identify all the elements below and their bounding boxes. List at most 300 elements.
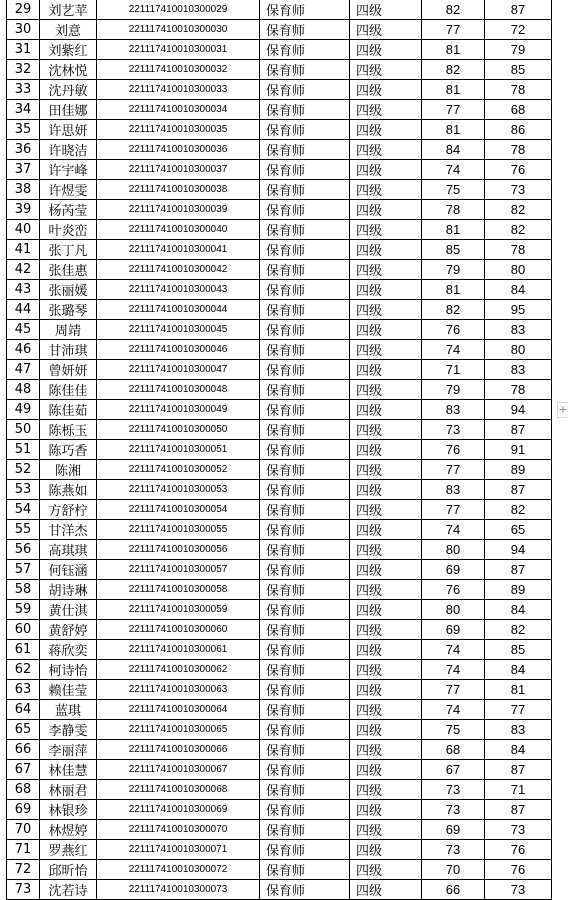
cell-certificate-id[interactable]: 221117410010300046 [97, 340, 260, 360]
cell-occupation[interactable]: 保育师 [260, 520, 350, 540]
cell-number[interactable]: 58 [7, 580, 40, 600]
cell-certificate-id[interactable]: 221117410010300039 [97, 200, 260, 220]
cell-level[interactable]: 四级 [350, 40, 422, 60]
cell-number[interactable]: 53 [7, 480, 40, 500]
cell-level[interactable]: 四级 [350, 220, 422, 240]
cell-level[interactable]: 四级 [350, 620, 422, 640]
cell-certificate-id[interactable]: 221117410010300031 [97, 40, 260, 60]
cell-number[interactable]: 60 [7, 620, 40, 640]
cell-certificate-id[interactable]: 221117410010300056 [97, 540, 260, 560]
cell-name[interactable]: 蒋欣奕 [40, 640, 97, 660]
cell-name[interactable]: 胡诗琳 [40, 580, 97, 600]
cell-score-theory[interactable]: 70 [422, 860, 485, 880]
cell-score-theory[interactable]: 82 [422, 300, 485, 320]
cell-name[interactable]: 陈佳佳 [40, 380, 97, 400]
cell-level[interactable]: 四级 [350, 780, 422, 800]
cell-name[interactable]: 李静雯 [40, 720, 97, 740]
cell-name[interactable]: 张丁凡 [40, 240, 97, 260]
cell-name[interactable]: 高琪琪 [40, 540, 97, 560]
cell-number[interactable]: 66 [7, 740, 40, 760]
cell-number[interactable]: 34 [7, 100, 40, 120]
cell-occupation[interactable]: 保育师 [260, 380, 350, 400]
cell-score-practical[interactable]: 78 [485, 140, 552, 160]
cell-certificate-id[interactable]: 221117410010300049 [97, 400, 260, 420]
cell-number[interactable]: 44 [7, 300, 40, 320]
cell-certificate-id[interactable]: 221117410010300062 [97, 660, 260, 680]
cell-score-practical[interactable]: 73 [485, 820, 552, 840]
cell-score-theory[interactable]: 77 [422, 500, 485, 520]
cell-name[interactable]: 陈湘 [40, 460, 97, 480]
cell-name[interactable]: 陈燕如 [40, 480, 97, 500]
cell-score-theory[interactable]: 69 [422, 620, 485, 640]
cell-score-practical[interactable]: 91 [485, 440, 552, 460]
cell-name[interactable]: 周靖 [40, 320, 97, 340]
cell-level[interactable]: 四级 [350, 720, 422, 740]
cell-score-practical[interactable]: 84 [485, 660, 552, 680]
cell-occupation[interactable]: 保育师 [260, 240, 350, 260]
cell-name[interactable]: 李丽萍 [40, 740, 97, 760]
cell-score-practical[interactable]: 82 [485, 220, 552, 240]
cell-occupation[interactable]: 保育师 [260, 200, 350, 220]
cell-score-practical[interactable]: 87 [485, 800, 552, 820]
cell-certificate-id[interactable]: 221117410010300045 [97, 320, 260, 340]
cell-score-theory[interactable]: 82 [422, 0, 485, 20]
cell-level[interactable]: 四级 [350, 640, 422, 660]
cell-occupation[interactable]: 保育师 [260, 740, 350, 760]
cell-occupation[interactable]: 保育师 [260, 160, 350, 180]
cell-score-theory[interactable]: 81 [422, 120, 485, 140]
cell-number[interactable]: 30 [7, 20, 40, 40]
cell-number[interactable]: 71 [7, 840, 40, 860]
cell-name[interactable]: 许思妍 [40, 120, 97, 140]
cell-certificate-id[interactable]: 221117410010300033 [97, 80, 260, 100]
cell-occupation[interactable]: 保育师 [260, 560, 350, 580]
cell-occupation[interactable]: 保育师 [260, 420, 350, 440]
cell-number[interactable]: 48 [7, 380, 40, 400]
cell-score-practical[interactable]: 89 [485, 460, 552, 480]
cell-score-theory[interactable]: 66 [422, 880, 485, 900]
cell-number[interactable]: 46 [7, 340, 40, 360]
cell-level[interactable]: 四级 [350, 760, 422, 780]
cell-score-practical[interactable]: 65 [485, 520, 552, 540]
cell-level[interactable]: 四级 [350, 180, 422, 200]
cell-score-theory[interactable]: 76 [422, 320, 485, 340]
cell-name[interactable]: 何钰涵 [40, 560, 97, 580]
cell-number[interactable]: 38 [7, 180, 40, 200]
cell-level[interactable]: 四级 [350, 160, 422, 180]
cell-name[interactable]: 邱昕怡 [40, 860, 97, 880]
cell-occupation[interactable]: 保育师 [260, 320, 350, 340]
cell-certificate-id[interactable]: 221117410010300072 [97, 860, 260, 880]
cell-score-theory[interactable]: 73 [422, 840, 485, 860]
cell-occupation[interactable]: 保育师 [260, 60, 350, 80]
cell-level[interactable]: 四级 [350, 340, 422, 360]
cell-name[interactable]: 许煜雯 [40, 180, 97, 200]
cell-name[interactable]: 田佳娜 [40, 100, 97, 120]
cell-certificate-id[interactable]: 221117410010300065 [97, 720, 260, 740]
cell-occupation[interactable]: 保育师 [260, 540, 350, 560]
cell-certificate-id[interactable]: 221117410010300052 [97, 460, 260, 480]
cell-number[interactable]: 57 [7, 560, 40, 580]
cell-score-theory[interactable]: 73 [422, 420, 485, 440]
cell-number[interactable]: 65 [7, 720, 40, 740]
cell-level[interactable]: 四级 [350, 200, 422, 220]
cell-score-practical[interactable]: 80 [485, 340, 552, 360]
cell-score-practical[interactable]: 80 [485, 260, 552, 280]
cell-score-practical[interactable]: 77 [485, 700, 552, 720]
cell-level[interactable]: 四级 [350, 740, 422, 760]
cell-score-theory[interactable]: 77 [422, 460, 485, 480]
cell-certificate-id[interactable]: 221117410010300036 [97, 140, 260, 160]
cell-number[interactable]: 47 [7, 360, 40, 380]
cell-certificate-id[interactable]: 221117410010300071 [97, 840, 260, 860]
cell-certificate-id[interactable]: 221117410010300034 [97, 100, 260, 120]
cell-number[interactable]: 63 [7, 680, 40, 700]
cell-certificate-id[interactable]: 221117410010300057 [97, 560, 260, 580]
cell-certificate-id[interactable]: 221117410010300050 [97, 420, 260, 440]
cell-score-practical[interactable]: 81 [485, 680, 552, 700]
cell-occupation[interactable]: 保育师 [260, 460, 350, 480]
cell-occupation[interactable]: 保育师 [260, 0, 350, 20]
cell-score-practical[interactable]: 76 [485, 860, 552, 880]
cell-number[interactable]: 42 [7, 260, 40, 280]
cell-level[interactable]: 四级 [350, 20, 422, 40]
cell-level[interactable]: 四级 [350, 660, 422, 680]
cell-score-practical[interactable]: 87 [485, 480, 552, 500]
cell-number[interactable]: 33 [7, 80, 40, 100]
cell-occupation[interactable]: 保育师 [260, 260, 350, 280]
cell-name[interactable]: 林丽君 [40, 780, 97, 800]
cell-name[interactable]: 黄仕淇 [40, 600, 97, 620]
cell-level[interactable]: 四级 [350, 240, 422, 260]
cell-level[interactable]: 四级 [350, 400, 422, 420]
cell-name[interactable]: 甘沛琪 [40, 340, 97, 360]
cell-number[interactable]: 32 [7, 60, 40, 80]
cell-name[interactable]: 刘紫红 [40, 40, 97, 60]
cell-name[interactable]: 杨芮莹 [40, 200, 97, 220]
cell-name[interactable]: 张丽媛 [40, 280, 97, 300]
cell-occupation[interactable]: 保育师 [260, 580, 350, 600]
cell-score-theory[interactable]: 69 [422, 560, 485, 580]
cell-number[interactable]: 68 [7, 780, 40, 800]
cell-score-theory[interactable]: 74 [422, 520, 485, 540]
cell-name[interactable]: 许宇峰 [40, 160, 97, 180]
cell-level[interactable]: 四级 [350, 380, 422, 400]
cell-name[interactable]: 陈栎玉 [40, 420, 97, 440]
cell-certificate-id[interactable]: 221117410010300038 [97, 180, 260, 200]
cell-level[interactable]: 四级 [350, 60, 422, 80]
cell-number[interactable]: 67 [7, 760, 40, 780]
cell-level[interactable]: 四级 [350, 540, 422, 560]
cell-score-practical[interactable]: 68 [485, 100, 552, 120]
cell-name[interactable]: 沈丹敏 [40, 80, 97, 100]
cell-name[interactable]: 许晓洁 [40, 140, 97, 160]
cell-occupation[interactable]: 保育师 [260, 800, 350, 820]
cell-certificate-id[interactable]: 221117410010300047 [97, 360, 260, 380]
cell-score-theory[interactable]: 75 [422, 180, 485, 200]
cell-certificate-id[interactable]: 221117410010300048 [97, 380, 260, 400]
cell-score-theory[interactable]: 71 [422, 360, 485, 380]
cell-score-practical[interactable]: 73 [485, 180, 552, 200]
cell-occupation[interactable]: 保育师 [260, 840, 350, 860]
cell-occupation[interactable]: 保育师 [260, 620, 350, 640]
cell-score-theory[interactable]: 81 [422, 280, 485, 300]
cell-score-practical[interactable]: 94 [485, 540, 552, 560]
cell-score-theory[interactable]: 83 [422, 480, 485, 500]
cell-name[interactable]: 沈若诗 [40, 880, 97, 900]
cell-score-practical[interactable]: 87 [485, 420, 552, 440]
cell-level[interactable]: 四级 [350, 320, 422, 340]
cell-number[interactable]: 43 [7, 280, 40, 300]
cell-level[interactable]: 四级 [350, 280, 422, 300]
cell-occupation[interactable]: 保育师 [260, 820, 350, 840]
cell-level[interactable]: 四级 [350, 140, 422, 160]
cell-score-practical[interactable]: 73 [485, 880, 552, 900]
cell-number[interactable]: 69 [7, 800, 40, 820]
cell-score-theory[interactable]: 77 [422, 100, 485, 120]
cell-number[interactable]: 54 [7, 500, 40, 520]
cell-name[interactable]: 林佳慧 [40, 760, 97, 780]
cell-certificate-id[interactable]: 221117410010300032 [97, 60, 260, 80]
cell-certificate-id[interactable]: 221117410010300043 [97, 280, 260, 300]
cell-score-practical[interactable]: 84 [485, 740, 552, 760]
cell-occupation[interactable]: 保育师 [260, 80, 350, 100]
cell-score-theory[interactable]: 82 [422, 60, 485, 80]
cell-certificate-id[interactable]: 221117410010300051 [97, 440, 260, 460]
cell-score-practical[interactable]: 82 [485, 620, 552, 640]
cell-score-practical[interactable]: 95 [485, 300, 552, 320]
cell-level[interactable]: 四级 [350, 820, 422, 840]
cell-level[interactable]: 四级 [350, 860, 422, 880]
cell-score-theory[interactable]: 76 [422, 440, 485, 460]
cell-number[interactable]: 36 [7, 140, 40, 160]
cell-occupation[interactable]: 保育师 [260, 780, 350, 800]
cell-certificate-id[interactable]: 221117410010300041 [97, 240, 260, 260]
cell-occupation[interactable]: 保育师 [260, 600, 350, 620]
cell-score-theory[interactable]: 79 [422, 260, 485, 280]
cell-certificate-id[interactable]: 221117410010300069 [97, 800, 260, 820]
cell-name[interactable]: 刘艺苹 [40, 0, 97, 20]
cell-score-practical[interactable]: 94 [485, 400, 552, 420]
cell-occupation[interactable]: 保育师 [260, 100, 350, 120]
cell-name[interactable]: 张璐琴 [40, 300, 97, 320]
cell-number[interactable]: 40 [7, 220, 40, 240]
cell-level[interactable]: 四级 [350, 600, 422, 620]
cell-score-practical[interactable]: 83 [485, 360, 552, 380]
cell-name[interactable]: 陈巧香 [40, 440, 97, 460]
cell-score-practical[interactable]: 82 [485, 500, 552, 520]
cell-number[interactable]: 62 [7, 660, 40, 680]
cell-level[interactable]: 四级 [350, 260, 422, 280]
cell-level[interactable]: 四级 [350, 480, 422, 500]
cell-level[interactable]: 四级 [350, 100, 422, 120]
cell-number[interactable]: 45 [7, 320, 40, 340]
cell-certificate-id[interactable]: 221117410010300044 [97, 300, 260, 320]
cell-level[interactable]: 四级 [350, 520, 422, 540]
cell-level[interactable]: 四级 [350, 500, 422, 520]
cell-occupation[interactable]: 保育师 [260, 180, 350, 200]
cell-score-practical[interactable]: 76 [485, 160, 552, 180]
cell-number[interactable]: 55 [7, 520, 40, 540]
cell-score-practical[interactable]: 87 [485, 560, 552, 580]
cell-score-practical[interactable]: 83 [485, 320, 552, 340]
cell-name[interactable]: 叶炎峦 [40, 220, 97, 240]
cell-occupation[interactable]: 保育师 [260, 880, 350, 900]
cell-occupation[interactable]: 保育师 [260, 120, 350, 140]
cell-occupation[interactable]: 保育师 [260, 480, 350, 500]
cell-score-practical[interactable]: 78 [485, 380, 552, 400]
cell-name[interactable]: 刘意 [40, 20, 97, 40]
cell-certificate-id[interactable]: 221117410010300058 [97, 580, 260, 600]
cell-occupation[interactable]: 保育师 [260, 340, 350, 360]
cell-score-theory[interactable]: 74 [422, 640, 485, 660]
cell-score-theory[interactable]: 84 [422, 140, 485, 160]
cell-score-theory[interactable]: 74 [422, 160, 485, 180]
cell-score-practical[interactable]: 87 [485, 760, 552, 780]
cell-name[interactable]: 沈林悦 [40, 60, 97, 80]
cell-certificate-id[interactable]: 221117410010300042 [97, 260, 260, 280]
cell-occupation[interactable]: 保育师 [260, 140, 350, 160]
cell-level[interactable]: 四级 [350, 420, 422, 440]
cell-level[interactable]: 四级 [350, 80, 422, 100]
cell-number[interactable]: 61 [7, 640, 40, 660]
cell-number[interactable]: 52 [7, 460, 40, 480]
cell-certificate-id[interactable]: 221117410010300073 [97, 880, 260, 900]
cell-certificate-id[interactable]: 221117410010300063 [97, 680, 260, 700]
cell-score-practical[interactable]: 84 [485, 280, 552, 300]
cell-score-theory[interactable]: 69 [422, 820, 485, 840]
cell-name[interactable]: 柯诗怡 [40, 660, 97, 680]
cell-score-theory[interactable]: 77 [422, 680, 485, 700]
cell-name[interactable]: 黄舒婷 [40, 620, 97, 640]
cell-level[interactable]: 四级 [350, 700, 422, 720]
cell-score-practical[interactable]: 78 [485, 80, 552, 100]
cell-score-theory[interactable]: 68 [422, 740, 485, 760]
cell-score-practical[interactable]: 83 [485, 720, 552, 740]
cell-number[interactable]: 37 [7, 160, 40, 180]
cell-name[interactable]: 张佳惠 [40, 260, 97, 280]
cell-number[interactable]: 64 [7, 700, 40, 720]
cell-score-practical[interactable]: 86 [485, 120, 552, 140]
cell-score-theory[interactable]: 75 [422, 720, 485, 740]
cell-score-theory[interactable]: 80 [422, 540, 485, 560]
cell-certificate-id[interactable]: 221117410010300053 [97, 480, 260, 500]
cell-number[interactable]: 39 [7, 200, 40, 220]
cell-level[interactable]: 四级 [350, 680, 422, 700]
cell-number[interactable]: 41 [7, 240, 40, 260]
cell-certificate-id[interactable]: 221117410010300059 [97, 600, 260, 620]
cell-occupation[interactable]: 保育师 [260, 40, 350, 60]
cell-certificate-id[interactable]: 221117410010300061 [97, 640, 260, 660]
cell-name[interactable]: 赖佳莹 [40, 680, 97, 700]
cell-score-theory[interactable]: 73 [422, 800, 485, 820]
cell-certificate-id[interactable]: 221117410010300064 [97, 700, 260, 720]
cell-occupation[interactable]: 保育师 [260, 360, 350, 380]
cell-level[interactable]: 四级 [350, 440, 422, 460]
cell-number[interactable]: 29 [7, 0, 40, 20]
cell-score-practical[interactable]: 85 [485, 60, 552, 80]
cell-score-theory[interactable]: 78 [422, 200, 485, 220]
cell-certificate-id[interactable]: 221117410010300060 [97, 620, 260, 640]
cell-score-practical[interactable]: 82 [485, 200, 552, 220]
cell-certificate-id[interactable]: 221117410010300054 [97, 500, 260, 520]
cell-certificate-id[interactable]: 221117410010300066 [97, 740, 260, 760]
cell-number[interactable]: 72 [7, 860, 40, 880]
cell-certificate-id[interactable]: 221117410010300035 [97, 120, 260, 140]
cell-score-practical[interactable]: 76 [485, 840, 552, 860]
cell-occupation[interactable]: 保育师 [260, 660, 350, 680]
cell-occupation[interactable]: 保育师 [260, 680, 350, 700]
cell-certificate-id[interactable]: 221117410010300037 [97, 160, 260, 180]
cell-score-theory[interactable]: 74 [422, 660, 485, 680]
cell-number[interactable]: 50 [7, 420, 40, 440]
cell-name[interactable]: 陈佳茹 [40, 400, 97, 420]
cell-occupation[interactable]: 保育师 [260, 640, 350, 660]
cell-occupation[interactable]: 保育师 [260, 760, 350, 780]
cell-level[interactable]: 四级 [350, 360, 422, 380]
cell-certificate-id[interactable]: 221117410010300055 [97, 520, 260, 540]
cell-occupation[interactable]: 保育师 [260, 400, 350, 420]
cell-number[interactable]: 51 [7, 440, 40, 460]
cell-level[interactable]: 四级 [350, 0, 422, 20]
cell-number[interactable]: 73 [7, 880, 40, 900]
cell-score-theory[interactable]: 73 [422, 780, 485, 800]
cell-score-theory[interactable]: 77 [422, 20, 485, 40]
cell-score-theory[interactable]: 79 [422, 380, 485, 400]
cell-certificate-id[interactable]: 221117410010300068 [97, 780, 260, 800]
cell-occupation[interactable]: 保育师 [260, 440, 350, 460]
cell-name[interactable]: 曾妍妍 [40, 360, 97, 380]
cell-score-practical[interactable]: 84 [485, 600, 552, 620]
cell-score-practical[interactable]: 72 [485, 20, 552, 40]
cell-level[interactable]: 四级 [350, 840, 422, 860]
cell-level[interactable]: 四级 [350, 560, 422, 580]
cell-score-theory[interactable]: 81 [422, 220, 485, 240]
cell-level[interactable]: 四级 [350, 880, 422, 900]
cell-name[interactable]: 方舒柠 [40, 500, 97, 520]
cell-level[interactable]: 四级 [350, 460, 422, 480]
cell-score-theory[interactable]: 85 [422, 240, 485, 260]
cell-certificate-id[interactable]: 221117410010300067 [97, 760, 260, 780]
cell-score-theory[interactable]: 80 [422, 600, 485, 620]
cell-name[interactable]: 甘洋杰 [40, 520, 97, 540]
cell-certificate-id[interactable]: 221117410010300030 [97, 20, 260, 40]
cell-score-theory[interactable]: 67 [422, 760, 485, 780]
cell-number[interactable]: 49 [7, 400, 40, 420]
cell-score-theory[interactable]: 76 [422, 580, 485, 600]
cell-occupation[interactable]: 保育师 [260, 720, 350, 740]
cell-certificate-id[interactable]: 221117410010300070 [97, 820, 260, 840]
cell-occupation[interactable]: 保育师 [260, 700, 350, 720]
cell-score-practical[interactable]: 85 [485, 640, 552, 660]
cell-level[interactable]: 四级 [350, 300, 422, 320]
cell-certificate-id[interactable]: 221117410010300029 [97, 0, 260, 20]
cell-occupation[interactable]: 保育师 [260, 860, 350, 880]
cell-name[interactable]: 林银珍 [40, 800, 97, 820]
cell-score-theory[interactable]: 81 [422, 80, 485, 100]
cell-level[interactable]: 四级 [350, 800, 422, 820]
cell-score-practical[interactable]: 89 [485, 580, 552, 600]
cell-number[interactable]: 35 [7, 120, 40, 140]
cell-score-theory[interactable]: 74 [422, 340, 485, 360]
cell-score-practical[interactable]: 78 [485, 240, 552, 260]
cell-name[interactable]: 蓝琪 [40, 700, 97, 720]
cell-name[interactable]: 罗燕红 [40, 840, 97, 860]
cell-score-theory[interactable]: 81 [422, 40, 485, 60]
cell-number[interactable]: 31 [7, 40, 40, 60]
cell-score-theory[interactable]: 74 [422, 700, 485, 720]
cell-occupation[interactable]: 保育师 [260, 20, 350, 40]
